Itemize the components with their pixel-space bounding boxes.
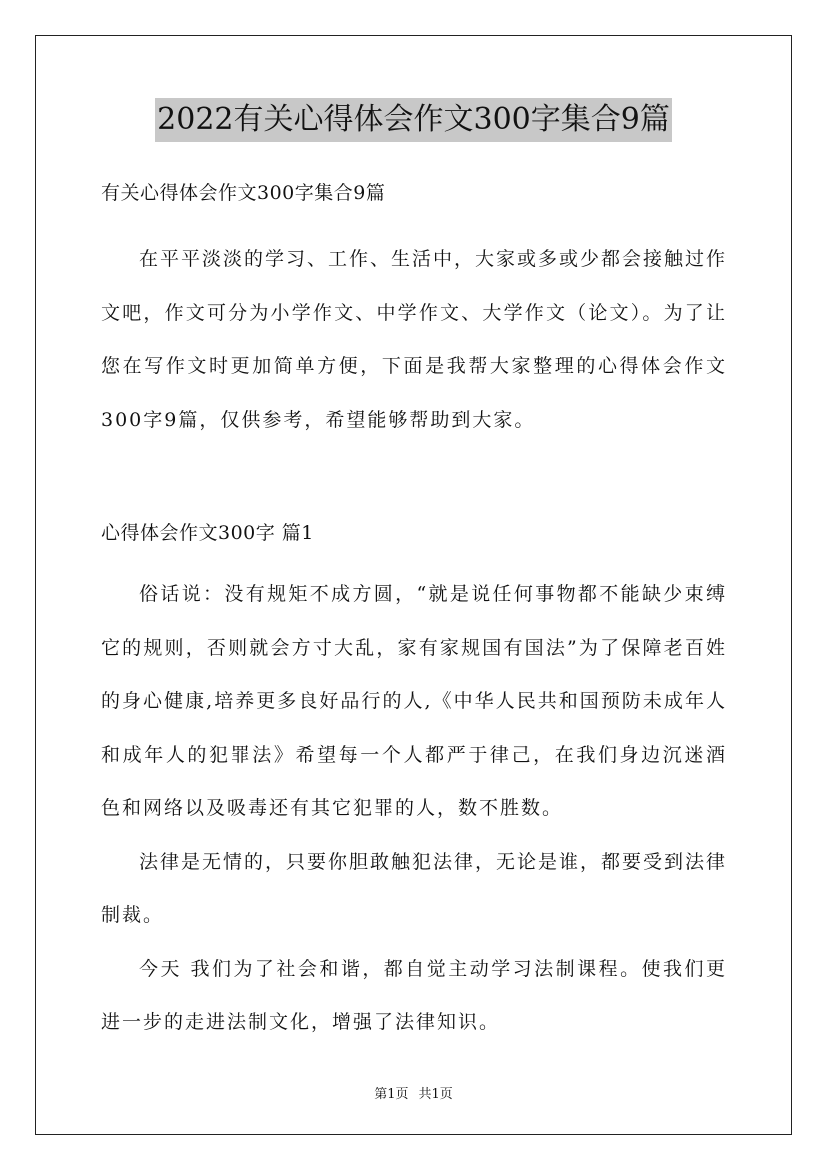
body-paragraph: 今天 我们为了社会和谐，都自觉主动学习法制课程。使我们更进一步的走进法制文化，增强了法律知识。	[101, 957, 727, 1033]
page-footer	[0, 1083, 827, 1102]
section-heading: 心得体会作文300字 篇1	[101, 522, 314, 544]
title-container	[0, 98, 827, 142]
document-subtitle: 有关心得体会作文300字集合9篇	[101, 182, 386, 204]
section-body	[101, 568, 727, 1050]
document-title: 2022有关心得体会作文300字集合9篇	[155, 98, 672, 142]
body-paragraph: 俗话说：没有规矩不成方圆，“就是说任何事物都不能缺少束缚它的规则，否则就会方寸大乱，家有家规国有国法”为了保障老百姓的身心健康,培养更多良好品行的人,《中华人民共和国预防未成年人和成年人的犯罪法》希望每一个人都严于律己，在我们身边沉迷酒色和网络以及吸毒还有其它犯罪的人，数不胜数。	[101, 583, 727, 819]
intro-paragraph: 在平平淡淡的学习、工作、生活中，大家或多或少都会接触过作文吧，作文可分为小学作文、中学作文、大学作文（论文）。为了让您在写作文时更加简单方便，下面是我帮大家整理的心得体会作文300字9篇，仅供参考，希望能够帮助到大家。	[101, 248, 728, 431]
body-paragraph: 法律是无情的，只要你胆敢触犯法律，无论是谁，都要受到法律制裁。	[101, 850, 728, 926]
page-number: 第1页	[374, 1087, 409, 1102]
page-total: 共1页	[418, 1087, 453, 1102]
document-body	[101, 178, 727, 1050]
